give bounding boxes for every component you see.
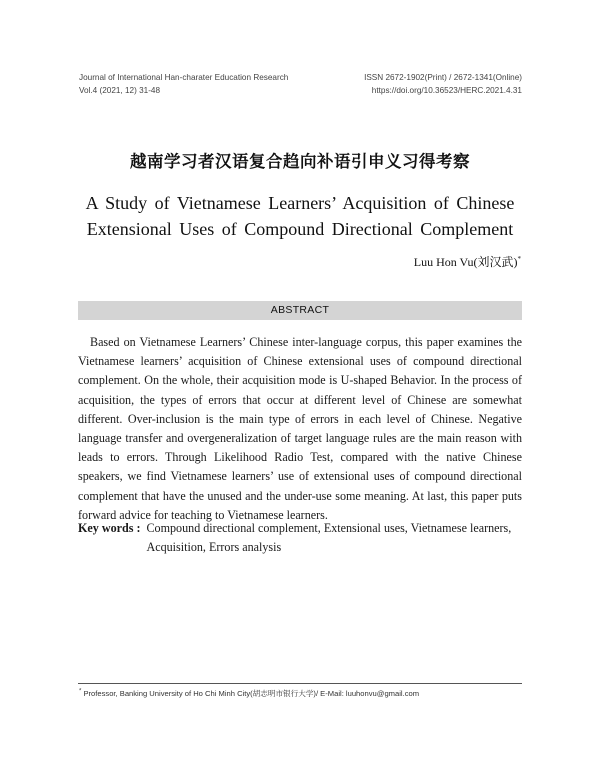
- abstract-body: Based on Vietnamese Learners’ Chinese inter-language corpus, this paper examines the Vietnamese learners’ acquisition of Chinese extensional uses of compound directional complement. On the whole, their acquisition mode is U-shaped Behavior. In the process of acquisition, the types of errors that occur at different level of Chinese are somewhat different. Over-inclusion is the main type of errors in each level of Chinese. Negative language transfer and overgeneralization of target language rules are the main reason with leads to errors. Through Likelihood Radio Test, compared with the native Chinese speakers, we find Vietnamese learners’ use of extensional uses of compound directional complement that have the unused and the under-use some meaning. At last, this paper puts forward advice for teaching to Vietnamese learners.: [78, 335, 522, 522]
- running-header-right: [364, 71, 522, 97]
- abstract-heading-bar: [78, 301, 522, 320]
- english-title: [60, 190, 540, 242]
- volume-info: Vol.4 (2021, 12) 31-48: [79, 86, 161, 95]
- journal-name: Journal of International Han-charater Education Research: [79, 73, 289, 82]
- abstract-heading: ABSTRACT: [270, 304, 330, 316]
- author-name: Luu Hon Vu(刘汉武): [413, 255, 518, 269]
- author-line: [414, 253, 521, 270]
- footnote-mark: *: [79, 688, 82, 695]
- keywords-label: Key words :: [78, 521, 141, 535]
- running-header-left: [79, 71, 288, 97]
- english-title-line-1: A Study of Vietnamese Learners’ Acquisition of Chinese: [85, 193, 515, 213]
- keywords-list: Compound directional complement, Extensional uses, Vietnamese learners, Acquisition, Errors analysis: [146, 521, 512, 555]
- footnote-text: Professor, Banking University of Ho Chi Minh City(胡志明市银行大学)/ E-Mail: luuhonvu@gmail.com: [81, 689, 420, 698]
- english-title-line-2: Extensional Uses of Compound Directional Complement: [86, 219, 514, 239]
- footnote: [79, 688, 419, 699]
- issn: ISSN 2672-1902(Print) / 2672-1341(Online): [364, 73, 522, 82]
- doi-link[interactable]: https://doi.org/10.36523/HERC.2021.4.31: [371, 86, 522, 95]
- chinese-title: 越南学习者汉语复合趋向补语引申义习得考察: [130, 152, 470, 171]
- author-footnote-mark: *: [517, 255, 521, 263]
- footnote-divider: [78, 683, 522, 684]
- keywords-block: [78, 519, 522, 557]
